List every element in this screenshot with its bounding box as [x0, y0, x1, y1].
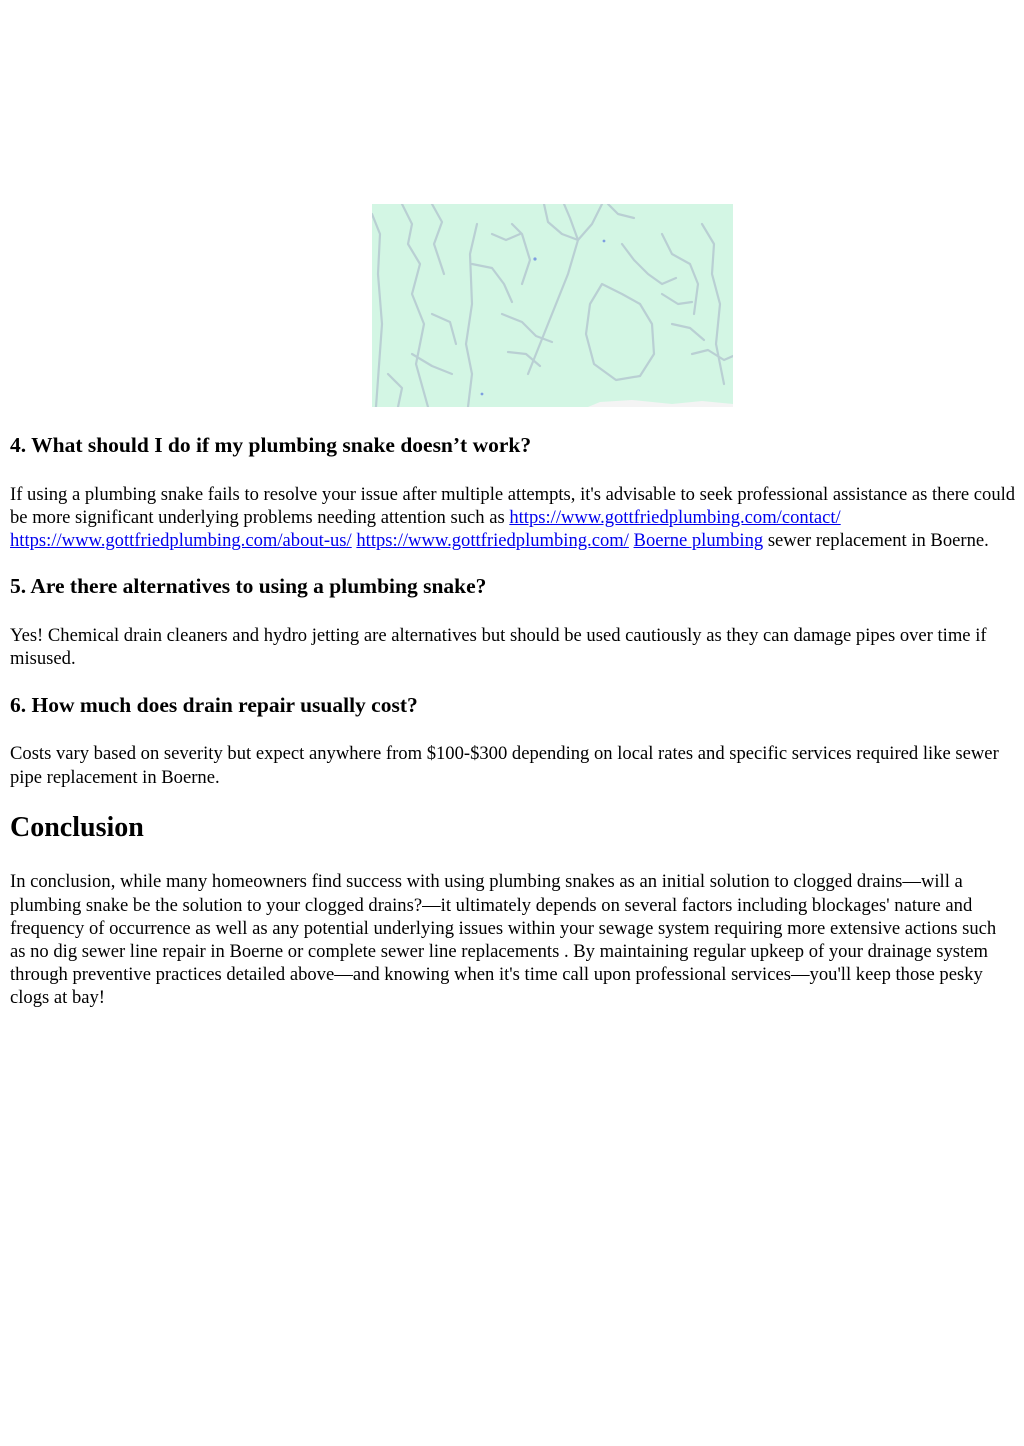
- faq-answer-4-text: If using a plumbing snake fails to resolve your issue after multiple attempts, it's advisable to seek professional assistance as there could be more significant underlying problems needing attention such as: [10, 483, 1016, 528]
- contact-link[interactable]: https://www.gottfriedplumbing.com/contact/: [509, 507, 841, 528]
- conclusion-heading: Conclusion: [10, 811, 144, 843]
- faq-answer-4: [10, 483, 1016, 553]
- faq-answer-5: Yes! Chemical drain cleaners and hydro jetting are alternatives but should be used cautiously as they can damage pipes over time if misused.: [10, 625, 987, 670]
- map-image: [372, 204, 733, 407]
- article-content: [10, 425, 1016, 1032]
- homepage-link[interactable]: https://www.gottfriedplumbing.com/: [356, 530, 629, 552]
- boerne-plumbing-link[interactable]: Boerne plumbing: [633, 530, 764, 552]
- faq-heading-4: 4. What should I do if my plumbing snake doesn’t work?: [10, 433, 532, 457]
- map-roads-graphic: [372, 204, 733, 407]
- about-us-link[interactable]: https://www.gottfriedplumbing.com/about-us/: [10, 530, 352, 552]
- faq-heading-6: 6. How much does drain repair usually cost?: [10, 692, 418, 717]
- faq-answer-4-tail: sewer replacement in Boerne.: [763, 530, 989, 552]
- faq-heading-5: 5. Are there alternatives to using a plumbing snake?: [10, 574, 487, 599]
- faq-answer-6: Costs vary based on severity but expect anywhere from $100-$300 depending on local rates and specific services required like sewer pipe replacement in Boerne.: [10, 743, 999, 788]
- conclusion-text: In conclusion, while many homeowners find success with using plumbing snakes as an initial solution to clogged drains—will a plumbing snake be the solution to your clogged drains?—it ultimately depends on several factors including blockages' nature and frequency of occurrence as well as any potential underlying issues within your sewage system requiring more extensive actions such as no dig sewer line repair in Boerne or complete sewer line replacements . By maintaining regular upkeep of your drainage system through preventive practices detailed above—and knowing when it's time call upon professional services—you'll keep those pesky clogs at bay!: [10, 871, 997, 1009]
